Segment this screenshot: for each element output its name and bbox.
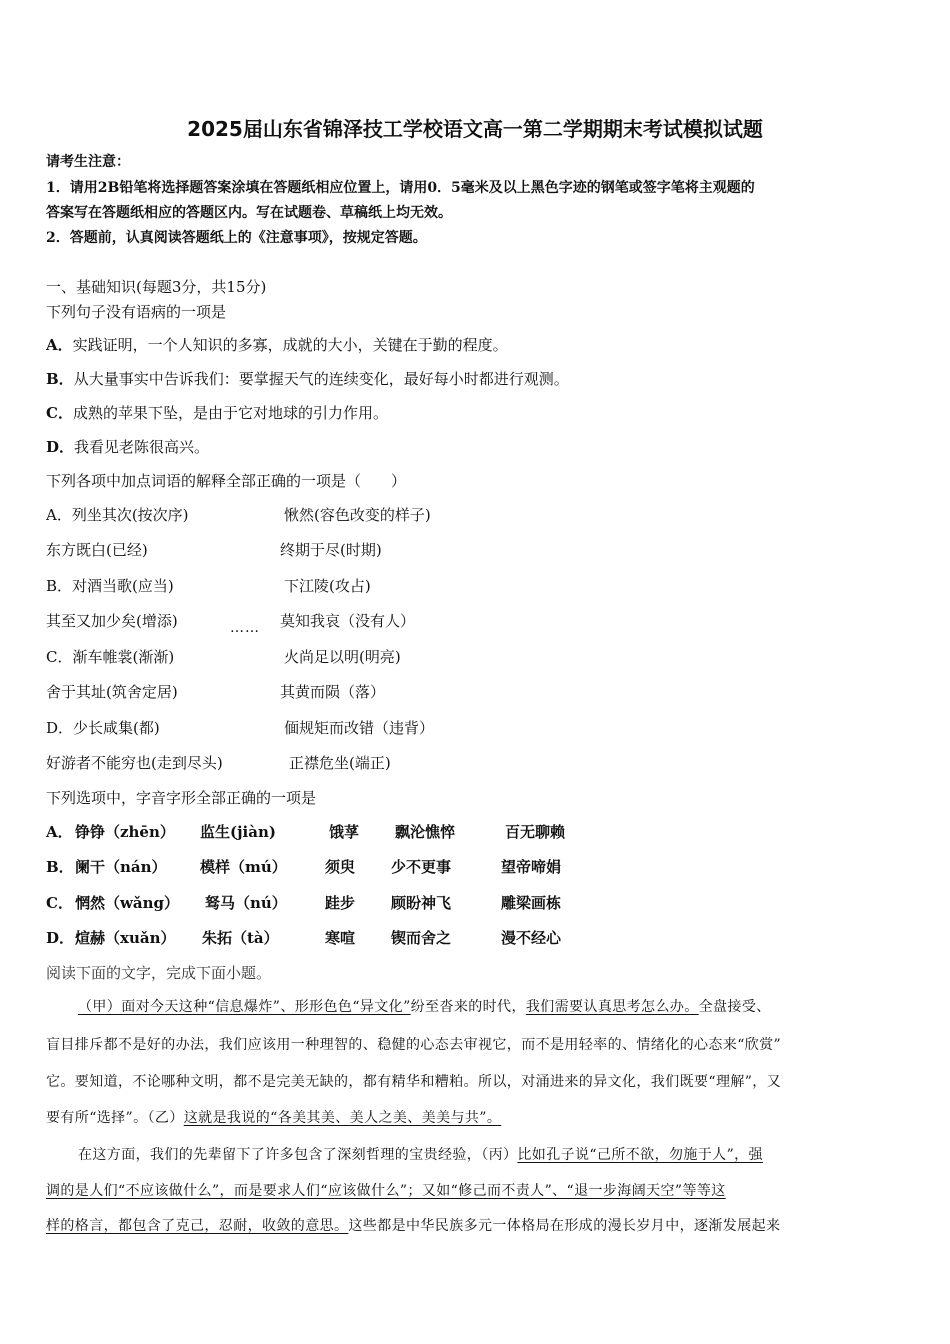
notice-heading: 请考生注意： <box>46 154 130 170</box>
underlined-segment: （甲）面对今天这种“信息爆炸”、形形色色“异文化” <box>78 999 411 1015</box>
question-1-option-d <box>46 437 209 457</box>
pinyin-item: 驽马（nú） <box>205 894 287 912</box>
word-item: 锲而舍之 <box>391 929 452 947</box>
word-item: 须臾 <box>325 858 356 876</box>
question-1-stem: 下列句子没有语病的一项是 <box>46 303 227 321</box>
passage-p2-line-1 <box>46 1145 904 1165</box>
word-item: 百无聊赖 <box>505 823 566 841</box>
passage-p2-line-3 <box>46 1216 904 1236</box>
underlined-segment: 这就是我说的“各美其美、美人之美、美美与共”。 <box>183 1110 502 1126</box>
reading-intro: 阅读下面的文字，完成下面小题。 <box>46 964 272 982</box>
pinyin-item: 朱拓（tà） <box>202 929 279 947</box>
question-2-row-6-right: 其黄而陨（落） <box>280 683 386 701</box>
passage-segment: 这些都是中华民族多元一体格局在形成的漫长岁月中，逐渐发展起来 <box>348 1218 781 1234</box>
question-2-row-3-left: B．对酒当歌(应当) <box>46 577 174 595</box>
pinyin-item: 模样（mú） <box>200 858 287 876</box>
notice-item-2: 2．答题前，认真阅读答题纸上的《注意事项》，按规定答题。 <box>46 230 427 246</box>
question-2-row-7-left: D．少长咸集(都) <box>46 719 160 737</box>
underlined-segment: 样的格言，都包含了克己，忍耐，收敛的意思。 <box>46 1218 349 1234</box>
option-text: 实践证明，一个人知识的多寡，成就的大小，关键在于勤的程度。 <box>72 336 508 354</box>
option-label: A． <box>46 336 73 354</box>
passage-p1-line-3: 它。要知道，不论哪种文明，都不是完美无缺的，都有精华和糟粕。所以，对涌进来的异文化，我们既要“理解”，又 <box>46 1074 782 1090</box>
option-label: B． <box>46 370 74 388</box>
underlined-segment: 我们需要认真思考怎么办。 <box>525 999 699 1015</box>
pinyin-item: 铮铮（zhēn） <box>75 823 175 841</box>
question-2-stem: 下列各项中加点词语的解释全部正确的一项是（ ） <box>46 472 407 490</box>
question-1-option-b <box>46 369 569 389</box>
passage-p1-line-2: 盲目排斥都不是好的办法，我们应该用一种理智的、稳健的心态去审视它，而不是用轻率的、情绪化的心态来“欣赏” <box>46 1037 782 1053</box>
notice-item-1-line-2: 答案写在答题纸相应的答题区内。写在试题卷、草稿纸上均无效。 <box>46 205 452 221</box>
question-2-row-5-left: C．渐车帷裳(渐渐) <box>46 648 175 666</box>
underlined-segment: 比如孔子说“己所不欲，勿施于人”，强 <box>517 1147 763 1163</box>
passage-p1-line-1 <box>46 997 904 1017</box>
page-title: 2025届山东省锦泽技工学校语文高一第二学期期末考试模拟试题 <box>187 117 763 141</box>
option-label: A． <box>46 823 73 841</box>
question-1-option-a <box>46 335 508 355</box>
word-item: 寒喧 <box>325 929 356 947</box>
option-label: B． <box>46 858 74 876</box>
word-item: 望帝啼娟 <box>501 858 562 876</box>
word-item: 飘沦憔悴 <box>395 823 456 841</box>
section-heading: 一、基础知识(每题3分，共15分) <box>46 278 267 296</box>
passage-segment: 纷至沓来的时代， <box>410 999 526 1015</box>
question-1-option-c <box>46 403 388 423</box>
pinyin-item: 阑干（nán） <box>75 858 167 876</box>
word-item: 雕梁画栋 <box>501 894 562 912</box>
word-item: 饿莩 <box>329 823 360 841</box>
option-text: 我看见老陈很高兴。 <box>74 438 210 456</box>
option-label: C． <box>46 894 73 912</box>
option-text: 成熟的苹果下坠，是由于它对地球的引力作用。 <box>72 404 388 422</box>
option-text: 从大量事实中告诉我们：要掌握天气的连续变化，最好每小时都进行观测。 <box>73 370 569 388</box>
word-item: 跬步 <box>325 894 356 912</box>
question-2-row-5-right: 火尚足以明(明亮) <box>284 648 401 666</box>
passage-p1-line-4 <box>46 1108 904 1128</box>
word-item: 少不更事 <box>391 858 452 876</box>
emphasis-dots: …… <box>230 620 260 636</box>
question-2-row-2-left: 东方既白(已经) <box>46 541 148 559</box>
pinyin-item: 监生(jiàn) <box>200 823 276 841</box>
passage-p2-line-2: 调的是人们“不应该做什么”，而是要求人们“应该做什么”；又如“修己而不责人”、“退一步海阔天空”等等这 <box>46 1183 726 1199</box>
question-2-row-3-right: 下江陵(攻占) <box>284 577 371 595</box>
question-2-row-4-right: 莫知我哀（没有人） <box>280 612 416 630</box>
pinyin-item: 惘然（wǎng） <box>75 894 180 912</box>
option-label: C． <box>46 404 73 422</box>
word-item: 顾盼神飞 <box>391 894 452 912</box>
question-2-row-8-right: 正襟危坐(端正) <box>289 754 391 772</box>
question-2-row-7-right: 偭规矩而改错（违背） <box>284 719 435 737</box>
passage-segment: 要有所“选择”。（乙） <box>46 1110 184 1126</box>
question-2-row-8-left: 好游者不能穷也(走到尽头) <box>46 754 223 772</box>
option-label: D． <box>46 438 75 456</box>
question-2-row-2-right: 终期于尽(时期) <box>280 541 382 559</box>
question-2-row-1-right: 愀然(容色改变的样子) <box>284 506 431 524</box>
option-label: D． <box>46 929 75 947</box>
passage-segment: 全盘接受、 <box>698 999 771 1015</box>
word-item: 漫不经心 <box>501 929 562 947</box>
passage-segment: 在这方面，我们的先辈留下了许多包含了深刻哲理的宝贵经验，（丙） <box>78 1147 518 1163</box>
pinyin-item: 煊赫（xuǎn） <box>75 929 176 947</box>
notice-item-1-line-1: 1．请用2B铅笔将选择题答案涂填在答题纸相应位置上，请用0．5毫米及以上黑色字迹的钢笔或签字笔将主观题的 <box>46 180 755 196</box>
question-3-stem: 下列选项中，字音字形全部正确的一项是 <box>46 789 317 807</box>
question-2-row-6-left: 舍于其址(筑舍定居) <box>46 683 178 701</box>
question-2-row-1-left: A．列坐其次(按次序) <box>46 506 189 524</box>
question-2-row-4-left: 其至又加少矣(增添) <box>46 612 178 630</box>
